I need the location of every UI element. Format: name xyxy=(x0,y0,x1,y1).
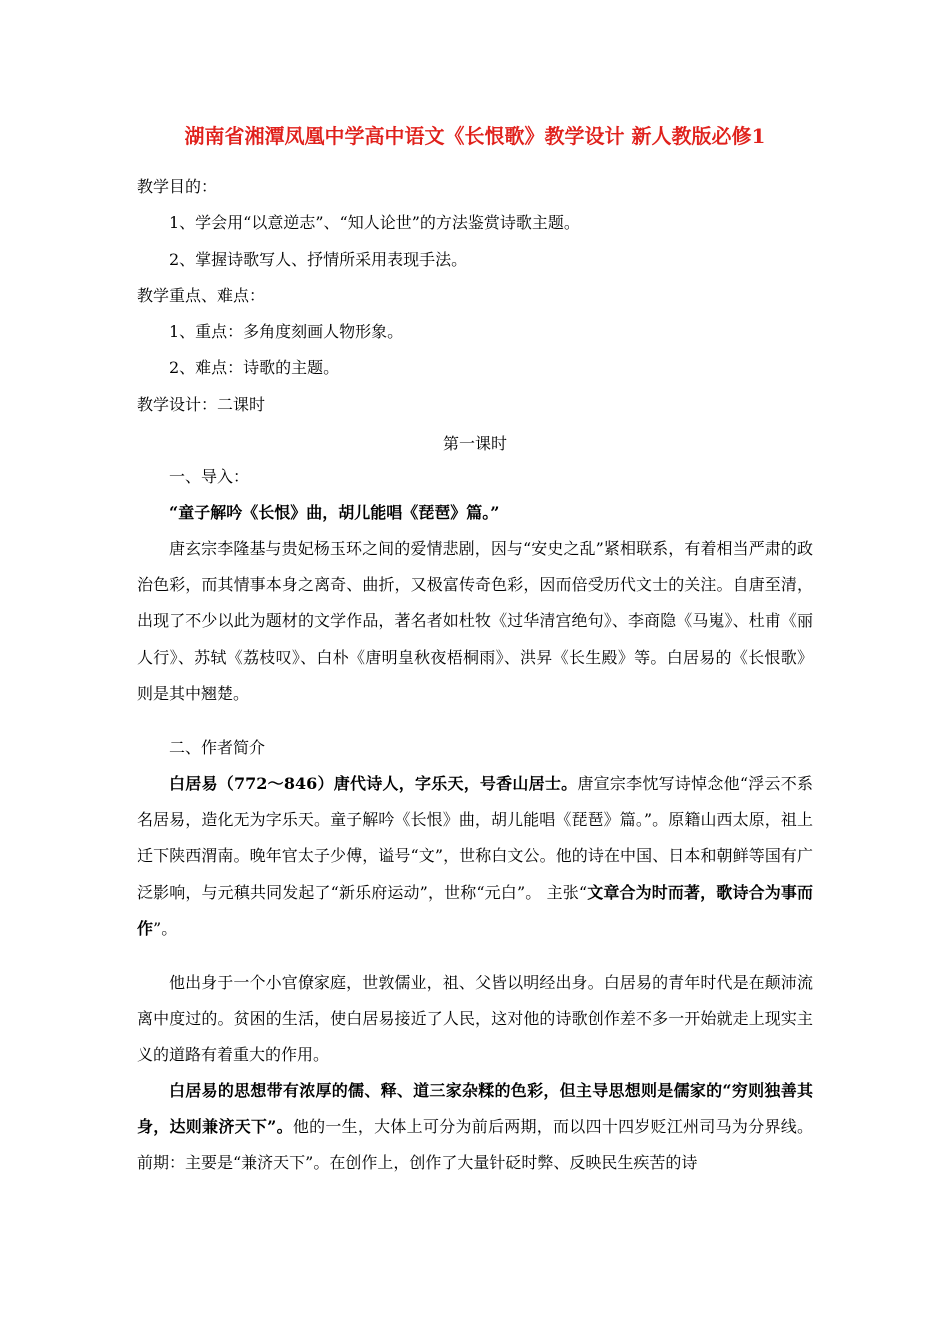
section1-heading: 一、导入： xyxy=(169,467,250,486)
design-line: 教学设计：二课时 xyxy=(137,395,266,414)
key-points-heading: 教学重点、难点： xyxy=(137,286,266,305)
key-point-item: 1、重点：多角度刻画人物形象。 xyxy=(169,322,404,341)
objective-item: 1、学会用“以意逆志”、“知人论世”的方法鉴赏诗歌主题。 xyxy=(169,213,580,232)
section1-quote: “童子解吟《长恨》曲，胡儿能唱《琵琶》篇。” xyxy=(169,503,500,522)
author-paragraph xyxy=(137,766,813,947)
objective-item: 2、掌握诗歌写人、抒情所采用表现手法。 xyxy=(169,250,468,269)
document-title: 湖南省湘潭凤凰中学高中语文《长恨歌》教学设计 新人教版必修1 xyxy=(184,124,766,148)
section1-paragraph: 唐玄宗李隆基与贵妃杨玉环之间的爱情悲剧，因与“安史之乱”紧相联系，有着相当严肃的政治色彩，而其情事本身之离奇、曲折，又极富传奇色彩，因而倍受历代文士的关注。自唐至清，出现了不少以此为题材的文学作品，著名者如杜牧《过华清宫绝句》、李商隐《马嵬》、杜甫《丽人行》、苏轼《荔枝叹》、白朴《唐明皇秋夜梧桐雨》、洪昇《长生殿》等。白居易的《长恨歌》则是其中翘楚。 xyxy=(137,539,813,703)
section2-heading: 二、作者简介 xyxy=(169,738,266,757)
author-intro-text: 唐宣宗李忱写诗悼念他“浮云不系名居易，造化无为字乐天。童子解吟《长恨》曲，胡儿能唱《琵琶》篇。”。原籍山西太原，祖上迁下陕西渭南。晚年官太子少傅，谥号“文”，世称白文公。他的诗在中国、日本和朝鲜等国有广泛影响，与元稹共同发起了“新乐府运动”，世称“元白”。 主张“ xyxy=(137,774,813,902)
author-thought-paragraph xyxy=(137,1073,813,1182)
author-intro-end: ”。 xyxy=(153,918,178,938)
lesson-heading: 第一课时 xyxy=(442,434,507,453)
objectives-heading: 教学目的： xyxy=(137,177,218,196)
author-motto-bold: 文章合为时而著，歌诗合为事而作 xyxy=(137,882,813,938)
key-point-item: 2、难点：诗歌的主题。 xyxy=(169,358,340,377)
author-youth-paragraph: 他出身于一个小官僚家庭，世敦儒业，祖、父皆以明经出身。白居易的青年时代是在颠沛流离中度过的。贫困的生活，使白居易接近了人民，这对他的诗歌创作差不多一开始就走上现实主义的道路有着重大的作用。 xyxy=(137,973,813,1065)
author-thought-text: 他的一生，大体上可分为前后两期，而以四十四岁贬江州司马为分界线。前期：主要是“兼济天下”。在创作上，创作了大量针砭时弊、反映民生疾苦的诗 xyxy=(137,1117,813,1173)
author-thought-bold: 白居易的思想带有浓厚的儒、释、道三家杂糅的色彩，但主导思想则是儒家的“穷则独善其身，达则兼济天下”。 xyxy=(137,1081,813,1137)
author-intro-bold: 白居易（772～846）唐代诗人，字乐天，号香山居士。 xyxy=(169,774,578,793)
